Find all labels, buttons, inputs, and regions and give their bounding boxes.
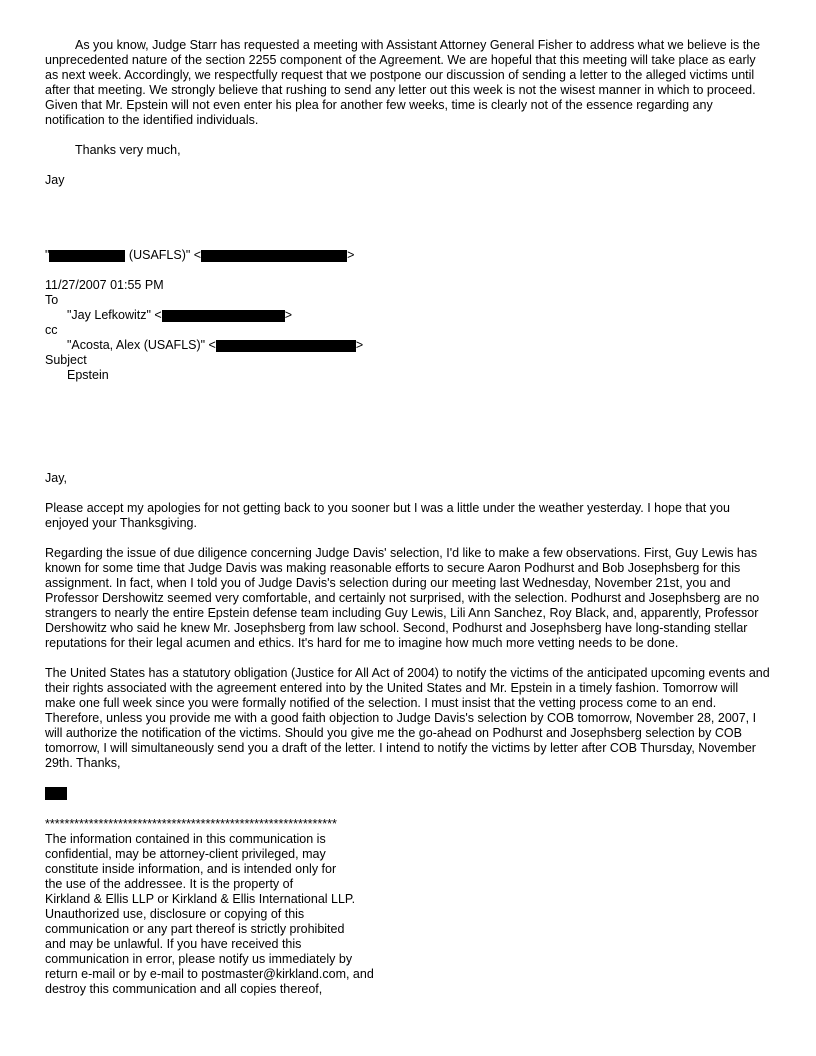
redacted-recipient-email <box>162 310 285 322</box>
disclaimer-line: constitute inside information, and is intended only for <box>45 862 337 876</box>
disclaimer-stars: ************************************************************ <box>45 817 337 831</box>
to-prefix: "Jay Lefkowitz" < <box>67 308 162 322</box>
redacted-cc-email <box>216 340 356 352</box>
to-suffix: > <box>284 308 292 322</box>
redacted-signature <box>45 787 67 800</box>
from-line <box>45 248 770 263</box>
from-suffix: > <box>347 248 355 262</box>
to-label: To <box>45 293 59 307</box>
top-email-signature: Jay <box>45 173 65 187</box>
disclaimer-line: The information contained in this communication is <box>45 832 326 846</box>
from-prefix: " <box>45 248 50 262</box>
reply-paragraph-2: Regarding the issue of due diligence concerning Judge Davis' selection, I'd like to make a few observations. First, Guy Lewis has known for some time that Judge Davis was making reasonable efforts to secure Aaron Podhurst and Bob Josephsberg for this assignment. In fact, when I told you of Judge Davis's selection during our meeting last Wednesday, November 21st, you and Professor Dershowitz seemed very comfortable, and certainly not surprised, with the selection. Podhurst and Josephsberg are no strangers to nearly the entire Epstein defense team including Guy Lewis, Lili Ann Sanchez, Roy Black, and, apparently, Professor Dershowitz who said he knew Mr. Josephsberg from law school. Second, Podhurst and Josephsberg have long-standing stellar reputations for their legal acumen and ethics. It's hard for me to imagine how much more vetting needs to be done. <box>45 546 760 650</box>
reply-paragraph-3: The United States has a statutory obligation (Justice for All Act of 2004) to notify the victims of the anticipated upcoming events and their rights associated with the agreement entered into by the United States and Mr. Epstein in a timely fashion. Tomorrow will make one full week since you were formally notified of the selection. I must insist that the vetting process come to an end. Therefore, unless you provide me with a good faith objection to Judge Davis's selection by COB tomorrow, November 28, 2007, I will authorize the notification of the victims. Should you give me the go-ahead on Podhurst and Josephsberg selection by COB tomorrow, I will simultaneously send you a draft of the letter. I intend to notify the victims by letter after COB Thursday, November 29th. Thanks, <box>45 666 770 770</box>
top-email-closing: Thanks very much, <box>75 143 181 157</box>
disclaimer-line: return e-mail or by e-mail to postmaster@kirkland.com, and <box>45 967 374 981</box>
disclaimer-line: Kirkland & Ellis LLP or Kirkland & Ellis International LLP. <box>45 892 356 906</box>
from-mid: (USAFLS)" < <box>125 248 202 262</box>
cc-line <box>45 338 770 353</box>
disclaimer-line: communication or any part thereof is strictly prohibited <box>45 922 345 936</box>
disclaimer-line: communication in error, please notify us immediately by <box>45 952 353 966</box>
redacted-sender-email <box>201 250 347 262</box>
redacted-sender-name <box>49 250 125 262</box>
cc-label: cc <box>45 323 58 337</box>
top-email-paragraph: As you know, Judge Starr has requested a meeting with Assistant Attorney General Fisher to address what we believe is the unprecedented nature of the section 2255 component of the Agreement. We are hopeful that this meeting will take place as early as next week. Accordingly, we respectfully request that we postpone our discussion of sending a letter to the alleged victims until after that meeting. We strongly believe that rushing to send any letter out this week is not the wisest manner in which to proceed. Given that Mr. Epstein will not even enter his plea for another few weeks, time is clearly not of the essence regarding any notification to the identified individuals. <box>45 38 761 127</box>
to-line <box>45 308 770 323</box>
reply-greeting: Jay, <box>45 471 67 485</box>
subject-label: Subject <box>45 353 87 367</box>
subject-value: Epstein <box>67 368 109 382</box>
cc-prefix: "Acosta, Alex (USAFLS)" < <box>67 338 216 352</box>
disclaimer-line: Unauthorized use, disclosure or copying of this <box>45 907 305 921</box>
redacted-signature-line <box>45 786 770 801</box>
disclaimer-line: and may be unlawful. If you have received this <box>45 937 302 951</box>
disclaimer-line: the use of the addressee. It is the property of <box>45 877 294 891</box>
cc-suffix: > <box>355 338 364 352</box>
disclaimer-line: destroy this communication and all copies thereof, <box>45 982 323 996</box>
disclaimer-line: confidential, may be attorney-client privileged, may <box>45 847 326 861</box>
disclaimer-block <box>45 832 770 997</box>
reply-paragraph-1: Please accept my apologies for not getting back to you sooner but I was a little under the weather yesterday. I hope that you enjoyed your Thanksgiving. <box>45 501 730 530</box>
datetime-line: 11/27/2007 01:55 PM <box>45 278 164 292</box>
